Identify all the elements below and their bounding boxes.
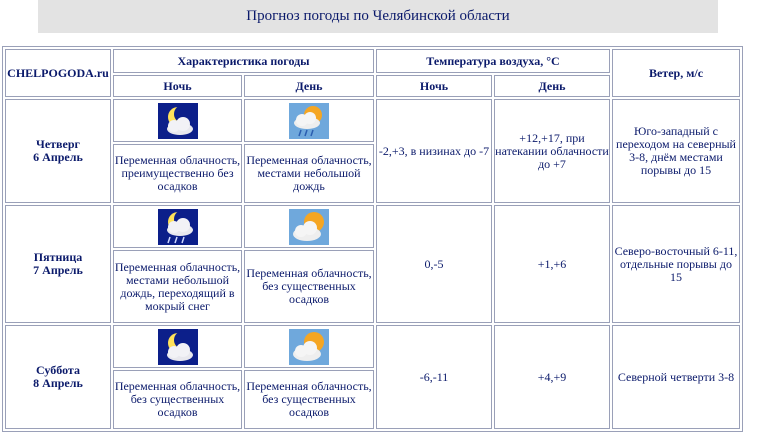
day-icon-cell bbox=[244, 325, 374, 368]
day-desc: Переменная облачность, местами небольшой дождь bbox=[244, 144, 374, 203]
weekday: Четверг bbox=[36, 137, 80, 151]
forecast-row bbox=[5, 205, 740, 248]
temp-night: -6,-11 bbox=[376, 325, 492, 429]
night-desc: Переменная облачность, местами небольшой дождь, переходящий в мокрый снег bbox=[113, 250, 242, 323]
date: 6 Апрель bbox=[33, 150, 83, 164]
weekday: Пятница bbox=[33, 250, 83, 264]
sun-cloud-rain-icon bbox=[289, 103, 329, 139]
forecast-row bbox=[5, 99, 740, 142]
night-desc: Переменная облачность, без существенных осадков bbox=[113, 370, 242, 429]
day-label bbox=[5, 99, 111, 203]
page-title: Прогноз погоды по Челябинской области bbox=[38, 0, 718, 33]
night-icon-cell bbox=[113, 205, 242, 248]
header-temp-day: День bbox=[494, 75, 610, 97]
night-icon-cell bbox=[113, 99, 242, 142]
wind: Северо-восточный 6-11, отдельные порывы до 15 bbox=[612, 205, 740, 323]
site-brand: CHELPOGODA.ru bbox=[5, 49, 111, 97]
wind: Северной четверти 3-8 bbox=[612, 325, 740, 429]
header-weather: Характеристика погоды bbox=[113, 49, 374, 73]
day-label bbox=[5, 205, 111, 323]
moon-cloud-icon bbox=[158, 329, 198, 365]
day-desc: Переменная облачность, без существенных осадков bbox=[244, 250, 374, 323]
header-weather-day: День bbox=[244, 75, 374, 97]
date: 8 Апрель bbox=[33, 376, 83, 390]
day-icon-cell bbox=[244, 205, 374, 248]
wind: Юго-западный с переходом на северный 3-8, днём местами порывы до 15 bbox=[612, 99, 740, 203]
temp-night: -2,+3, в низинах до -7 bbox=[376, 99, 492, 203]
day-label bbox=[5, 325, 111, 429]
weekday: Суббота bbox=[36, 363, 80, 377]
forecast-row bbox=[5, 325, 740, 368]
sun-cloud-icon bbox=[289, 209, 329, 245]
header-temperature: Температура воздуха, °С bbox=[376, 49, 610, 73]
moon-cloud-icon bbox=[158, 103, 198, 139]
day-icon-cell bbox=[244, 99, 374, 142]
night-icon-cell bbox=[113, 325, 242, 368]
temp-day: +1,+6 bbox=[494, 205, 610, 323]
night-desc: Переменная облачность, преимущественно без осадков bbox=[113, 144, 242, 203]
forecast-table bbox=[2, 46, 743, 432]
day-desc: Переменная облачность, без существенных осадков bbox=[244, 370, 374, 429]
date: 7 Апрель bbox=[33, 263, 83, 277]
temp-day: +4,+9 bbox=[494, 325, 610, 429]
temp-night: 0,-5 bbox=[376, 205, 492, 323]
temp-day: +12,+17, при натекании облачности до +7 bbox=[494, 99, 610, 203]
moon-cloud-rain-icon bbox=[158, 209, 198, 245]
header-wind: Ветер, м/с bbox=[612, 49, 740, 97]
sun-cloud-icon bbox=[289, 329, 329, 365]
header-temp-night: Ночь bbox=[376, 75, 492, 97]
header-weather-night: Ночь bbox=[113, 75, 242, 97]
